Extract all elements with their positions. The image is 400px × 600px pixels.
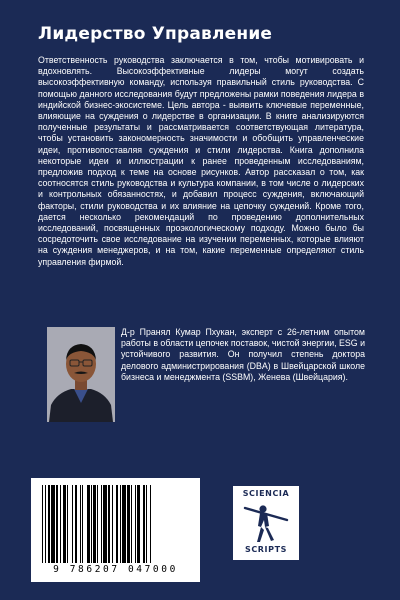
isbn-barcode — [31, 478, 200, 582]
isbn-number: 9 786207 047000 — [53, 564, 178, 575]
publisher-logo — [233, 486, 299, 560]
barcode-bars — [42, 485, 191, 563]
book-title: Лидерство Управление — [38, 24, 273, 44]
author-bio: Д-р Пранял Кумар Пхукан, эксперт с 26-летним опытом работы в области цепочек поставок, чистой энергии, ESG и устойчивого развития. Он получил степень доктора делового администрирования (DBA) в Швейцарской школе бизнеса и менеджмента (SSBM), Женева (Швейцария). — [121, 327, 365, 382]
publisher-logo-bottom-text: SCRIPTS — [244, 545, 288, 554]
author-portrait-icon — [47, 327, 115, 422]
book-description: Ответственность руководства заключается в том, чтобы мотивировать и вдохновлять. Высокоэффективные лидеры могут создать высокоэффективную команду, используя правильный стиль руководства. С помощью данного исследования будут предложены рамки поведения лидера в индийской бизнес-экосистеме. Цель автора - выявить ключевые переменные, влияющие на суждения о лидерстве в организации. В книге анализируются полученные результаты и рассматривается соответствующая литература, чтобы установить закономерность значимости и обобщить управленческие идеи, противопоставляя суждения и стили лидерства. Книга дополнила некоторые идеи и иллюстрации к ранее проведенным исследованиям, предложив подход к теме на основе рисунков. Автор рассказал о том, как соотносятся стиль руководства и культура компании, в том числе о лидерских и контрольных обязанностях, и добавил процесс суждения, включающий факторы, стили руководства и их влияние на цепочку суждений. Кроме того, дается несколько рекомендаций по проведению дополнительных исследований, посвященных проэкологическому подходу. Можно было бы сосредоточить свое исследование на изучении переменных, которые влияют на суждения менеджеров, и на том, какие переменные определяют стиль управления фирмой. — [38, 55, 364, 267]
scientist-figure-icon — [243, 500, 289, 544]
publisher-logo-top-text: SCIENCIA — [242, 489, 290, 498]
author-photo — [47, 327, 115, 422]
barcode-bar — [151, 485, 154, 563]
